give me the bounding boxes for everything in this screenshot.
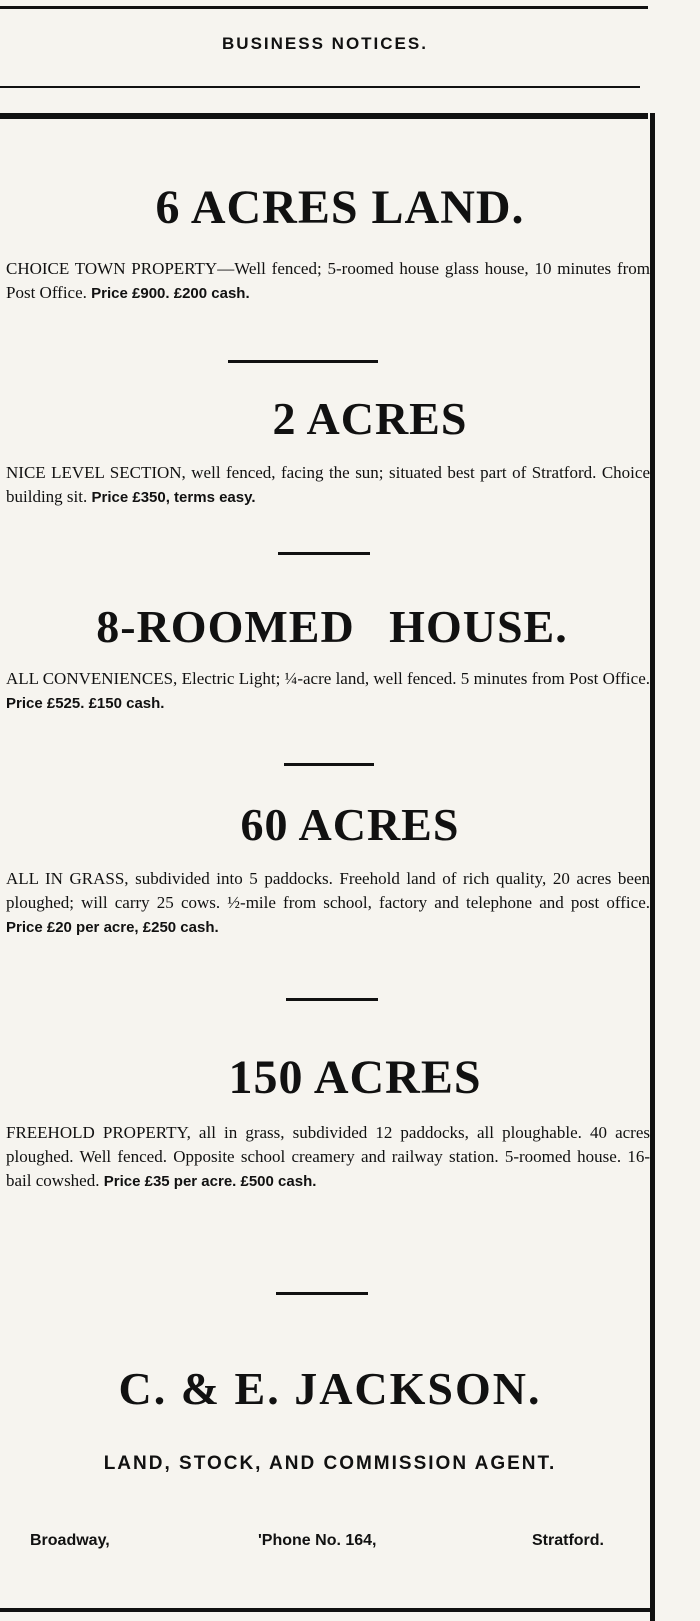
agent-phone: 'Phone No. 164, xyxy=(258,1532,377,1549)
notice-divider xyxy=(284,763,374,766)
section-header: BUSINESS NOTICES. xyxy=(222,34,428,53)
header-rule-thick xyxy=(0,113,648,119)
agent-town: Stratford. xyxy=(532,1532,604,1549)
notice-price: Price £20 per acre, £250 cash. xyxy=(6,919,219,936)
header-rule-thin xyxy=(0,86,640,88)
top-rule xyxy=(0,6,648,9)
notice-lead: CHOICE TOWN PROPERTY xyxy=(6,259,218,278)
notice-8-roomed-house xyxy=(0,600,660,716)
notice-headline: 60 ACRES xyxy=(240,799,460,850)
notice-lead: ALL IN GRASS, xyxy=(6,869,129,888)
notice-text: all in grass, subdivided 12 paddocks, all ploughable. 40 acres ploughed. Well fenced. Opposite school creamery and railway station. 5-roomed house. 16-bail cowshed. xyxy=(6,1123,650,1190)
notice-text: well fenced, facing the sun; situated best part of Stratford. Choice building sit. xyxy=(6,463,650,506)
notice-text: —Well fenced; 5-roomed house glass house, 10 minutes from Post Office. xyxy=(6,259,650,302)
notice-body xyxy=(0,461,660,510)
agent-name: C. & E. JACKSON. xyxy=(118,1363,542,1414)
notice-body xyxy=(0,1121,660,1194)
notice-headline: 8-ROOMED HOUSE. xyxy=(96,601,568,652)
bottom-rule xyxy=(0,1608,652,1612)
notice-divider xyxy=(276,1292,368,1295)
notice-60-acres xyxy=(0,798,660,940)
notice-body xyxy=(0,257,660,306)
notice-text: Electric Light; ¼-acre land, well fenced. 5 minutes from Post Office. xyxy=(177,669,650,688)
notice-price: Price £35 per acre. £500 cash. xyxy=(103,1173,317,1190)
notice-divider xyxy=(228,360,378,363)
notice-body xyxy=(0,667,660,716)
notice-lead: NICE LEVEL SECTION, xyxy=(6,463,186,482)
notice-headline: 150 ACRES xyxy=(228,1051,482,1104)
notice-150-acres xyxy=(0,1050,660,1194)
agent-address: Broadway, xyxy=(30,1532,110,1549)
notice-lead: FREEHOLD PROPERTY, xyxy=(6,1123,191,1142)
notice-divider xyxy=(278,552,370,555)
notice-headline: 2 ACRES xyxy=(272,393,468,444)
notice-text: subdivided into 5 paddocks. Freehold land of rich quality, 20 acres been ploughed; will carry 25 cows. ½-mile from school, factory and telephone and post office. xyxy=(6,869,651,912)
notice-price: Price £525. £150 cash. xyxy=(6,695,165,712)
notice-2-acres xyxy=(0,392,660,510)
notice-body xyxy=(0,867,660,940)
notice-divider xyxy=(286,998,378,1001)
notice-lead: ALL CONVENIENCES, xyxy=(6,669,178,688)
agent-description: LAND, STOCK, AND COMMISSION AGENT. xyxy=(103,1453,557,1474)
notice-headline: 6 ACRES LAND. xyxy=(155,181,525,234)
notice-price: Price £900. £200 cash. xyxy=(91,285,250,302)
notice-6-acres-land xyxy=(0,180,660,306)
notice-price: Price £350, terms easy. xyxy=(91,489,256,506)
